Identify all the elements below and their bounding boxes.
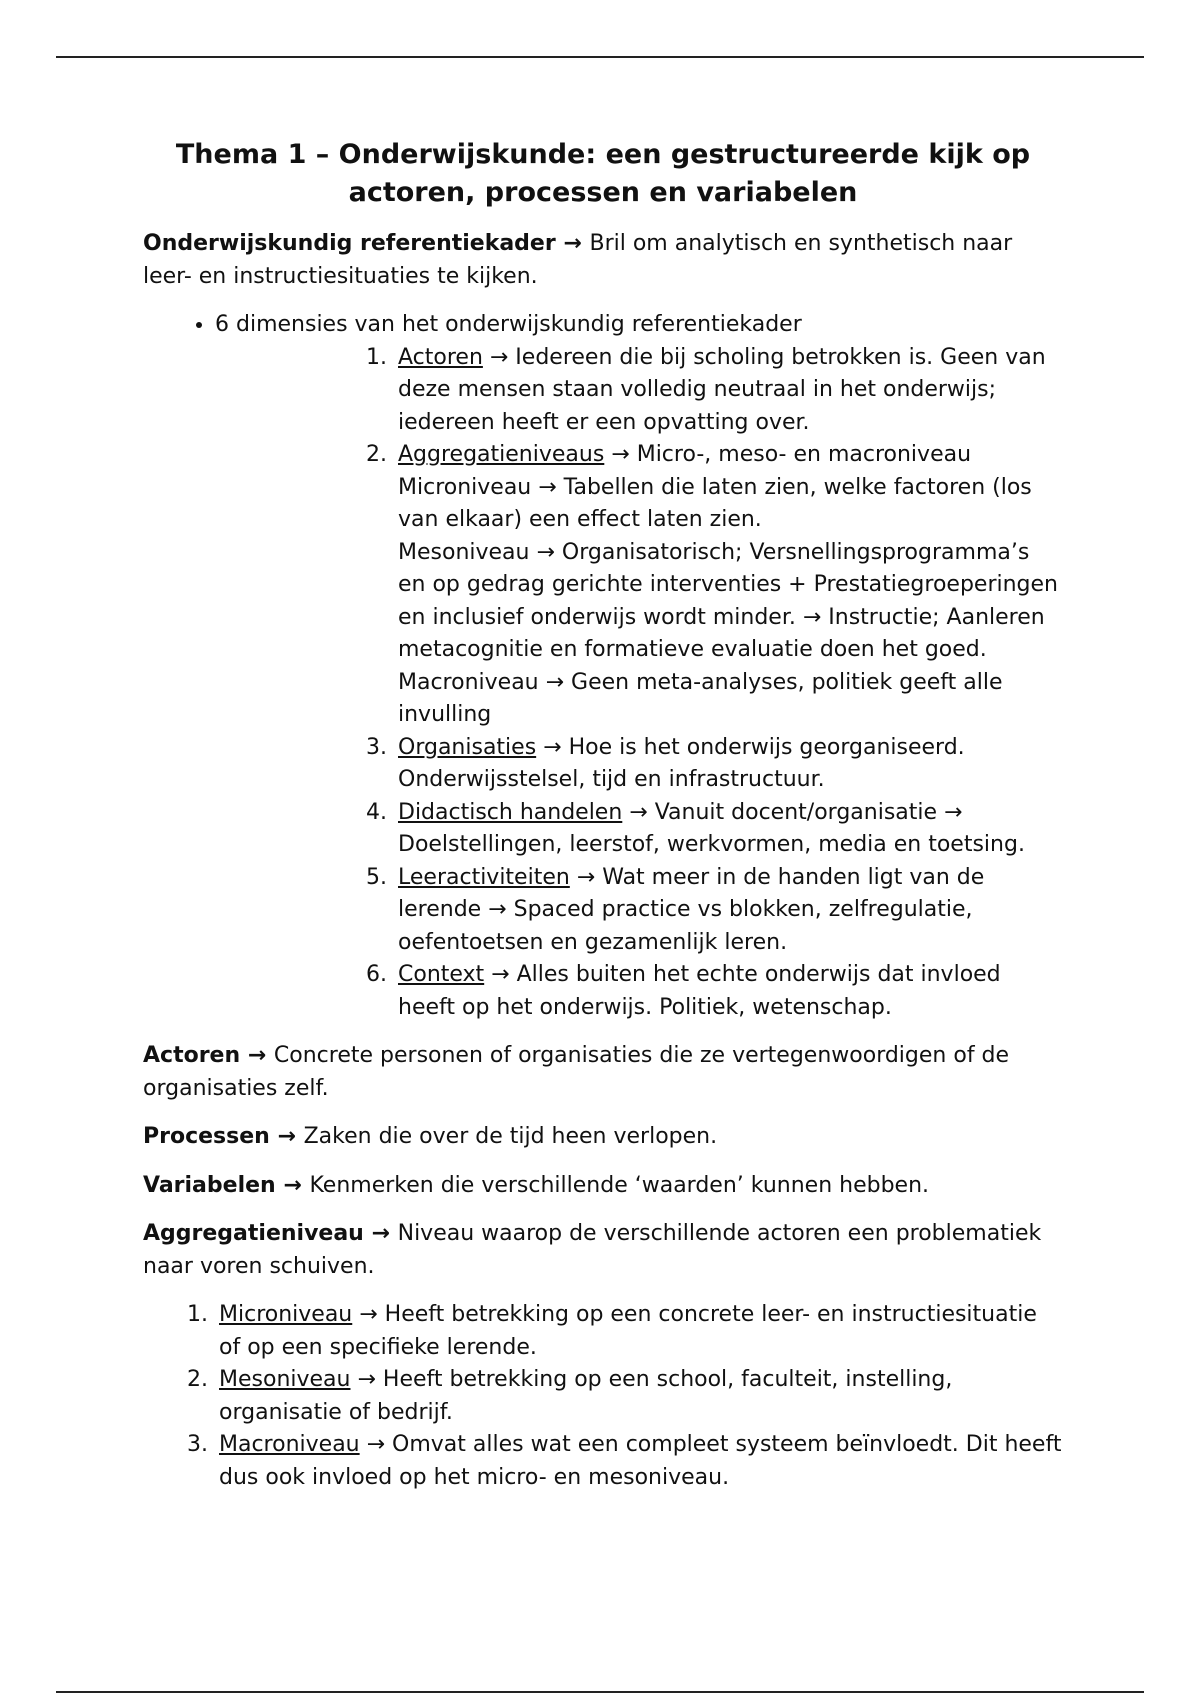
dimension-item-context bbox=[394, 959, 1063, 1024]
definition-aggregatieniveau bbox=[143, 1218, 1063, 1283]
definition-text: Kenmerken die verschillende ‘waarden’ kunnen hebben. bbox=[309, 1172, 930, 1198]
definition-text: Zaken die over de tijd heen verlopen. bbox=[303, 1124, 718, 1149]
dimension-text: → Hoe is het onderwijs georganiseerd. bbox=[536, 734, 965, 760]
intro-arrow: → bbox=[555, 231, 590, 256]
dimension-term: Leeractiviteiten bbox=[398, 864, 570, 890]
definition-term: Variabelen bbox=[143, 1172, 276, 1198]
level-item-meso bbox=[215, 1364, 1063, 1429]
level-term: Macroniveau bbox=[219, 1432, 360, 1457]
definition-text: Concrete personen of organisaties die ze vertegenwoordigen of de organisaties zelf. bbox=[143, 1043, 1010, 1101]
dimension-term: Didactisch handelen bbox=[398, 799, 623, 825]
definition-term: Actoren bbox=[143, 1043, 241, 1068]
header-rule bbox=[56, 56, 1144, 58]
dimensions-list bbox=[215, 342, 1063, 1025]
definition-arrow: → bbox=[269, 1124, 304, 1149]
dimension-text: → Alles buiten het echte onderwijs dat invloed heeft op het onderwijs. Politiek, wetenschap. bbox=[398, 962, 1001, 1020]
bullet-item bbox=[215, 309, 1063, 1024]
definition-variabelen bbox=[143, 1170, 1063, 1203]
level-text: → Heeft betrekking op een concrete leer- en instructiesituatie of op een specifieke lerende. bbox=[219, 1302, 1037, 1360]
definition-arrow: → bbox=[363, 1221, 398, 1246]
definition-arrow: → bbox=[275, 1172, 310, 1198]
intro-term: Onderwijskundig referentiekader bbox=[143, 231, 556, 256]
definition-arrow: → bbox=[240, 1043, 274, 1068]
dimension-text: → Wat meer in de handen ligt van de lerende → Spaced practice vs blokken, zelfregulatie, oefentoetsen en gezamenlijk leren. bbox=[398, 864, 985, 955]
definition-actoren bbox=[143, 1040, 1063, 1105]
page-title: Thema 1 – Onderwijskunde: een gestructureerde kijk op actoren, processen en variabelen bbox=[175, 139, 1031, 208]
definition-processen bbox=[143, 1121, 1063, 1154]
dimension-subline-meso: Mesoniveau → Organisatorisch; Versnellingsprogramma’s en op gedrag gerichte interventies + Prestatiegroeperingen en inclusief onderwijs wordt minder. → Instructie; Aanleren metacognitie en formatieve evaluatie doen het goed. bbox=[398, 539, 1058, 662]
definition-term: Aggregatieniveau bbox=[143, 1221, 364, 1246]
document-body bbox=[143, 136, 1063, 1494]
level-item-micro bbox=[215, 1299, 1063, 1364]
dimension-text: → Vanuit docent/organisatie → Doelstellingen, leerstof, werkvormen, media en toetsing. bbox=[398, 799, 1025, 857]
dimension-text: → Iedereen die bij scholing betrokken is. Geen van deze mensen staan volledig neutraal in het onderwijs; iedereen heeft er een opvatting over. bbox=[398, 344, 1046, 435]
level-text: → Omvat alles wat een compleet systeem beïnvloedt. Dit heeft dus ook invloed op het micro- en mesoniveau. bbox=[219, 1432, 1062, 1490]
dimension-item-aggregatieniveaus bbox=[394, 439, 1063, 732]
dimension-item-actoren bbox=[394, 342, 1063, 440]
dimension-subline-macro: Macroniveau → Geen meta-analyses, politiek geeft alle invulling bbox=[398, 669, 1003, 727]
level-item-macro bbox=[215, 1429, 1063, 1494]
dimension-subline: Onderwijsstelsel, tijd en infrastructuur. bbox=[398, 767, 825, 792]
definition-term: Processen bbox=[143, 1124, 270, 1149]
levels-list bbox=[143, 1299, 1063, 1494]
intro-text: Bril om analytisch en synthetisch naar leer- en instructiesituaties te kijken. bbox=[143, 231, 1013, 289]
footer-rule bbox=[56, 1691, 1144, 1693]
dimension-term: Organisaties bbox=[398, 734, 537, 760]
dimension-term: Actoren bbox=[398, 344, 483, 370]
dimension-item-organisaties bbox=[394, 732, 1063, 797]
level-term: Microniveau bbox=[219, 1302, 353, 1327]
definition-text: Niveau waarop de verschillende actoren een problematiek naar voren schuiven. bbox=[143, 1221, 1042, 1279]
dimension-subline-micro: Microniveau → Tabellen die laten zien, welke factoren (los van elkaar) een effect laten zien. bbox=[398, 474, 1032, 532]
intro-paragraph bbox=[143, 228, 1063, 293]
level-text: → Heeft betrekking op een school, faculteit, instelling, organisatie of bedrijf. bbox=[219, 1367, 953, 1425]
dimension-item-didactisch-handelen bbox=[394, 797, 1063, 862]
dimension-term: Context bbox=[398, 962, 485, 987]
bullet-text: 6 dimensies van het onderwijskundig referentiekader bbox=[215, 312, 802, 337]
dimensions-bullet-list bbox=[143, 309, 1063, 1024]
dimension-item-leeractiviteiten bbox=[394, 862, 1063, 960]
dimension-text: → Micro-, meso- en macroniveau bbox=[604, 442, 972, 467]
level-term: Mesoniveau bbox=[219, 1367, 351, 1392]
dimension-term: Aggregatieniveaus bbox=[398, 442, 605, 467]
